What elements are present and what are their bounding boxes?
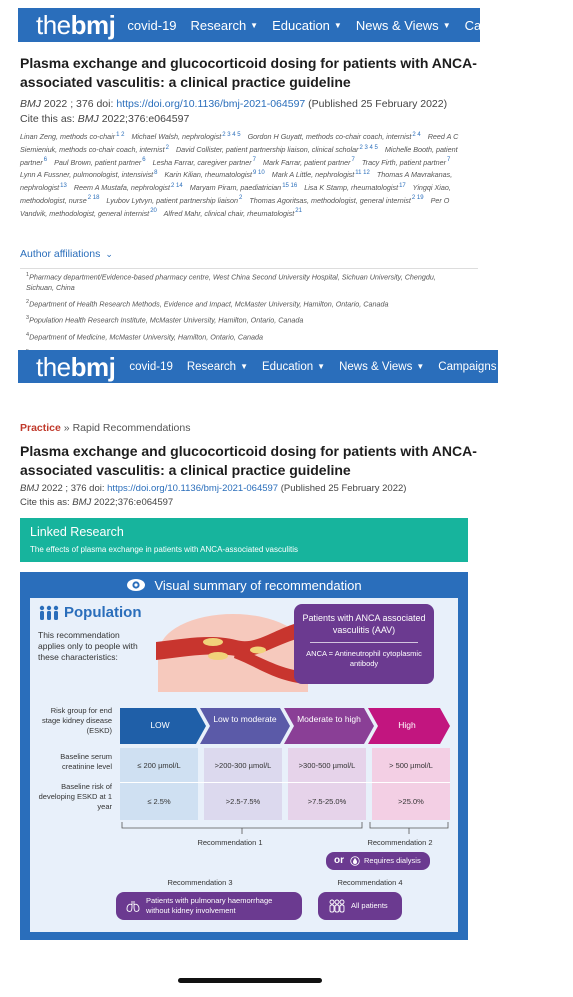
creatinine-low: ≤ 200 µmol/L xyxy=(137,760,181,770)
author-affiliation-ref[interactable]: 2 3 4 5 xyxy=(222,132,241,138)
chevron-down-icon: ▼ xyxy=(250,20,259,30)
logo-bmj: bmj xyxy=(70,351,116,382)
creatinine-moderate-high: >300-500 µmol/L xyxy=(298,760,356,770)
year-volume: 2022 ; 376 doi: xyxy=(41,98,117,110)
author-entry[interactable] xyxy=(20,132,124,141)
chevron-down-icon: ▼ xyxy=(317,362,326,371)
author-name: Mark A Little, nephrologist xyxy=(271,170,355,180)
eskd-risk-high: >25.0% xyxy=(398,796,424,806)
row-label-eskd-risk: Baseline risk of developing ESKD at 1 year xyxy=(38,782,112,811)
doi-link[interactable]: https://doi.org/10.1136/bmj-2021-064597 xyxy=(107,483,279,494)
author-affiliation-ref[interactable]: 2 14 xyxy=(171,182,183,189)
nav-covid[interactable] xyxy=(129,361,172,373)
nav-education[interactable] xyxy=(272,18,342,33)
cite-journal: BMJ xyxy=(72,497,92,508)
cite-ref: 2022;376:e064597 xyxy=(91,497,174,508)
author-affiliation-ref[interactable]: 2 xyxy=(165,144,169,151)
article-title: Plasma exchange and glucocorticoid dosing for patients with ANCA-associated vasculitis: a clinical practice guideline xyxy=(20,55,477,90)
population-heading xyxy=(38,604,142,621)
author-name: Thomas A Mavrakanas, nephrologist xyxy=(20,170,453,193)
risk-group-low: LOW xyxy=(150,720,170,730)
nav-label: Campaigns xyxy=(438,360,497,373)
author-entry[interactable] xyxy=(362,158,451,167)
author-entry[interactable] xyxy=(164,209,302,218)
author-affiliation-ref[interactable]: 2 xyxy=(239,195,243,202)
cite-prefix: Cite this as: xyxy=(20,113,78,125)
main-nav xyxy=(129,361,572,373)
anca-definition: ANCA = Antineutrophil cytoplasmic antibody xyxy=(306,649,422,668)
cite-journal: BMJ xyxy=(77,113,99,125)
author-affiliation-ref[interactable]: 20 xyxy=(150,208,157,215)
cite-ref: 2022;376:e064597 xyxy=(98,113,190,125)
breadcrumb-separator: » xyxy=(60,422,73,434)
breadcrumb-practice[interactable]: Practice xyxy=(20,422,61,434)
affiliation-item xyxy=(26,297,458,310)
chevron-down-icon: ▼ xyxy=(240,362,248,371)
author-name: Lesha Farrar, caregiver partner xyxy=(152,157,252,167)
affiliation-text: Department of Medicine, McMaster University, Hamilton, Ontario, Canada xyxy=(29,332,264,342)
row-label-risk-group: Risk group for end stage kidney disease (ESKD) xyxy=(41,706,112,735)
nav-campaigns[interactable] xyxy=(438,361,508,373)
author-name: Reed A C Siemieniuk, methods co-chair coach, internist xyxy=(20,132,459,155)
lungs-icon xyxy=(126,899,140,913)
eskd-risk-low-moderate: >2.5-7.5% xyxy=(225,796,261,806)
requires-dialysis-label: Requires dialysis xyxy=(364,856,421,865)
journal-name: BMJ xyxy=(20,483,39,494)
author-affiliation-ref[interactable]: 1 2 xyxy=(116,132,125,138)
row-label-creatinine: Baseline serum creatinine level xyxy=(60,752,112,771)
chevron-down-icon: ▼ xyxy=(416,362,425,371)
published-date: (Published 25 February 2022) xyxy=(278,483,407,494)
affiliations-toggle-label: Author affiliations xyxy=(20,248,101,260)
linked-research-link[interactable]: The effects of plasma exchange in patients with ANCA-associated vasculitis xyxy=(30,545,298,554)
published-date: (Published 25 February 2022) xyxy=(305,98,448,110)
affiliation-text: Pharmacy department/Evidence-based pharmacy centre, West China Second University Hospital, Sichuan University, Chengdu, Sichuan, China xyxy=(26,272,436,292)
linked-research-box[interactable] xyxy=(20,518,468,562)
author-name: Per O Vandvik, methodologist, general internist xyxy=(20,195,450,218)
author-entry[interactable] xyxy=(131,132,240,141)
nav-campaigns[interactable] xyxy=(465,18,543,33)
visual-summary-title: Visual summary of recommendation xyxy=(154,577,362,593)
nav-education[interactable] xyxy=(262,361,325,373)
author-name: Lynn A Fussner, pulmonologist, intensivist xyxy=(20,170,154,180)
row-divider xyxy=(120,782,450,783)
doi-link[interactable]: https://doi.org/10.1136/bmj-2021-064597 xyxy=(116,98,306,110)
author-affiliation-ref[interactable]: 2 18 xyxy=(87,195,100,202)
nav-label: Education xyxy=(262,360,314,373)
risk-group-low-moderate: Low to moderate xyxy=(213,714,277,724)
author-entry[interactable] xyxy=(263,158,355,167)
population-title: Population xyxy=(64,604,142,621)
author-name: Lyubov Lytvyn, patient partnership liaison xyxy=(106,195,239,205)
risk-group-moderate-high: Moderate to high xyxy=(297,714,361,724)
bmj-logo[interactable] xyxy=(36,12,115,38)
author-entry[interactable] xyxy=(176,145,378,154)
author-name: Reem A Mustafa, nephrologist xyxy=(73,183,171,193)
nav-label: covid-19 xyxy=(129,360,173,373)
visual-summary-panel xyxy=(30,598,458,932)
author-affiliation-ref[interactable]: 7 xyxy=(351,157,355,164)
author-name: Michelle Booth, patient partner xyxy=(20,145,458,167)
nav-label: News & Views xyxy=(355,17,439,33)
creatinine-high: > 500 µmol/L xyxy=(389,760,433,770)
logo-the: the xyxy=(36,10,71,40)
author-affiliation-ref[interactable]: 11 12 xyxy=(355,170,370,177)
author-affiliation-ref[interactable]: 6 xyxy=(142,157,146,164)
author-affiliation-ref[interactable]: 6 xyxy=(43,157,48,164)
author-entry[interactable] xyxy=(153,158,256,167)
nav-label: Education xyxy=(272,17,330,33)
affiliation-text: Population Health Research Institute, McMaster University, Hamilton, Ontario, Canada xyxy=(29,315,304,325)
nav-label: Campaigns xyxy=(464,17,531,33)
requires-dialysis-pill xyxy=(326,852,430,870)
author-affiliation-ref[interactable]: 15 16 xyxy=(282,182,298,189)
affiliation-number: 3 xyxy=(26,315,30,322)
author-affiliation-ref[interactable]: 7 xyxy=(446,157,451,164)
author-entry[interactable] xyxy=(304,183,406,192)
nav-label: Research xyxy=(190,17,247,33)
all-patients-label: All patients xyxy=(351,901,388,910)
nav-label: Research xyxy=(186,360,237,373)
author-affiliation-ref[interactable]: 7 xyxy=(252,157,256,164)
risk-group-high: High xyxy=(398,720,416,730)
recommendation-2-label: Recommendation 2 xyxy=(367,838,433,847)
author-name: Yingqi Xiao, methodologist, nurse xyxy=(20,183,451,205)
eskd-risk-low: ≤ 2.5% xyxy=(147,796,171,806)
recommendation-3-label: Recommendation 3 xyxy=(167,878,233,887)
author-name: Tracy Firth, patient partner xyxy=(361,157,446,167)
author-name: Maryam Piram, paediatrician xyxy=(189,183,282,193)
year-volume: 2022 ; 376 doi: xyxy=(39,483,108,494)
patients-aav-label: Patients with ANCA associated vasculitis (AAV) xyxy=(302,613,426,635)
author-name: Michael Walsh, nephrologist xyxy=(131,132,222,142)
recommendation-1-label: Recommendation 1 xyxy=(197,838,263,847)
nav-news-views[interactable] xyxy=(339,361,424,373)
dialysis-drop-icon xyxy=(350,856,360,866)
author-name: Gordon H Guyatt, methods co-chair coach, internist xyxy=(247,132,412,142)
cite-as xyxy=(0,112,498,126)
recommendation-4-label: Recommendation 4 xyxy=(337,878,403,887)
pulmonary-haemorrhage-pill xyxy=(116,892,302,920)
chevron-down-icon: ⌄ xyxy=(105,248,113,259)
author-affiliation-ref[interactable]: 2 19 xyxy=(411,195,424,202)
linked-research-heading: Linked Research xyxy=(30,525,124,539)
home-indicator[interactable] xyxy=(178,978,322,983)
cite-as-2 xyxy=(0,496,498,510)
eye-icon xyxy=(126,578,146,592)
top-navbar-2 xyxy=(18,350,559,383)
author-affiliation-ref[interactable]: 21 xyxy=(295,208,302,215)
author-affiliations-toggle[interactable] xyxy=(0,248,133,260)
affiliation-item xyxy=(26,313,458,326)
chevron-down-icon: ▼ xyxy=(442,20,451,30)
main-nav xyxy=(127,18,556,33)
article-title-2: Plasma exchange and glucocorticoid dosing for patients with ANCA-associated vasculitis: a clinical practice guideline xyxy=(20,443,477,478)
breadcrumb xyxy=(0,422,210,434)
affiliation-number: 2 xyxy=(26,298,30,305)
top-navbar xyxy=(18,8,543,42)
author-entry[interactable] xyxy=(74,183,183,192)
author-affiliation-ref[interactable]: 2 3 4 5 xyxy=(359,144,378,151)
author-name: Mark Farrar, patient partner xyxy=(263,157,351,167)
nav-research[interactable] xyxy=(191,18,259,33)
affiliation-number: 1 xyxy=(26,272,30,278)
chevron-down-icon: ▼ xyxy=(500,362,509,371)
pulmonary-haemorrhage-label: Patients with pulmonary haemorrhage without kidney involvement xyxy=(146,896,273,915)
chevron-down-icon: ▼ xyxy=(550,362,559,371)
or-label: or xyxy=(334,855,344,866)
author-affiliation-ref[interactable]: 9 10 xyxy=(253,170,265,177)
nav-covid[interactable] xyxy=(127,18,176,33)
visual-summary xyxy=(20,572,468,940)
nav-label: Jobs xyxy=(522,360,547,373)
nav-news-views[interactable] xyxy=(356,18,451,33)
author-list xyxy=(0,130,488,219)
author-entry[interactable] xyxy=(165,170,265,179)
author-name: Paul Brown, patient partner xyxy=(54,157,142,167)
logo-bmj: bmj xyxy=(70,10,116,40)
nav-jobs[interactable] xyxy=(522,361,558,373)
blood-vessel-illustration xyxy=(158,612,308,692)
author-name: Thomas Agoritsas, methodologist, general internist xyxy=(249,195,411,205)
author-name: Alfred Mahr, clinical chair, rheumatologist xyxy=(163,208,295,218)
author-name: Karin Kilian, rheumatologist xyxy=(164,170,253,180)
divider xyxy=(20,268,478,269)
group-icon xyxy=(328,899,346,913)
eskd-risk-moderate-high: >7.5-25.0% xyxy=(307,796,347,806)
author-entry[interactable] xyxy=(106,196,242,205)
affiliation-item xyxy=(26,330,458,343)
author-entry[interactable] xyxy=(248,132,421,141)
chevron-down-icon: ▼ xyxy=(333,20,342,30)
population-text: This recommendation applies only to people with these characteristics: xyxy=(38,630,138,662)
all-patients-pill xyxy=(318,892,402,920)
author-affiliation-ref[interactable]: 8 xyxy=(154,170,158,177)
affiliation-item xyxy=(26,270,458,293)
bmj-logo[interactable] xyxy=(36,351,116,382)
logo-the: the xyxy=(36,351,71,382)
chevron-down-icon: ▼ xyxy=(534,20,543,30)
affiliation-text: Department of Health Research Methods, Evidence and Impact, McMaster University, Hamilton, Ontario, Canada xyxy=(29,299,389,309)
patients-aav-box xyxy=(294,604,434,684)
nav-research[interactable] xyxy=(187,361,248,373)
author-name: David Collister, patient partnership liaison, clinical scholar xyxy=(175,145,359,155)
people-icon xyxy=(38,605,60,621)
author-name: Lisa K Stamp, rheumatologist xyxy=(304,183,399,193)
article-citation xyxy=(0,97,498,111)
nav-label: News & Views xyxy=(339,360,413,373)
author-name: Linan Zeng, methods co-chair xyxy=(20,132,116,142)
journal-name: BMJ xyxy=(20,98,41,110)
affiliation-number: 4 xyxy=(26,331,30,338)
author-entry[interactable] xyxy=(249,196,423,205)
author-entry[interactable] xyxy=(272,170,370,179)
author-affiliation-ref[interactable]: 13 xyxy=(60,182,67,189)
cite-prefix: Cite this as: xyxy=(20,497,73,508)
author-affiliation-ref[interactable]: 2 4 xyxy=(412,132,421,138)
visual-summary-header xyxy=(30,572,458,598)
breadcrumb-rapid-recommendations[interactable]: Rapid Recommendations xyxy=(72,422,191,434)
divider xyxy=(310,642,418,643)
author-entry[interactable] xyxy=(54,158,145,167)
author-entry[interactable] xyxy=(20,170,158,179)
article-citation-2 xyxy=(0,482,498,496)
creatinine-low-moderate: >200-300 µmol/L xyxy=(214,760,272,770)
author-entry[interactable] xyxy=(190,183,298,192)
author-affiliation-ref[interactable]: 17 xyxy=(399,182,406,189)
nav-label: covid-19 xyxy=(127,17,177,33)
recommendation-brackets xyxy=(120,822,450,834)
